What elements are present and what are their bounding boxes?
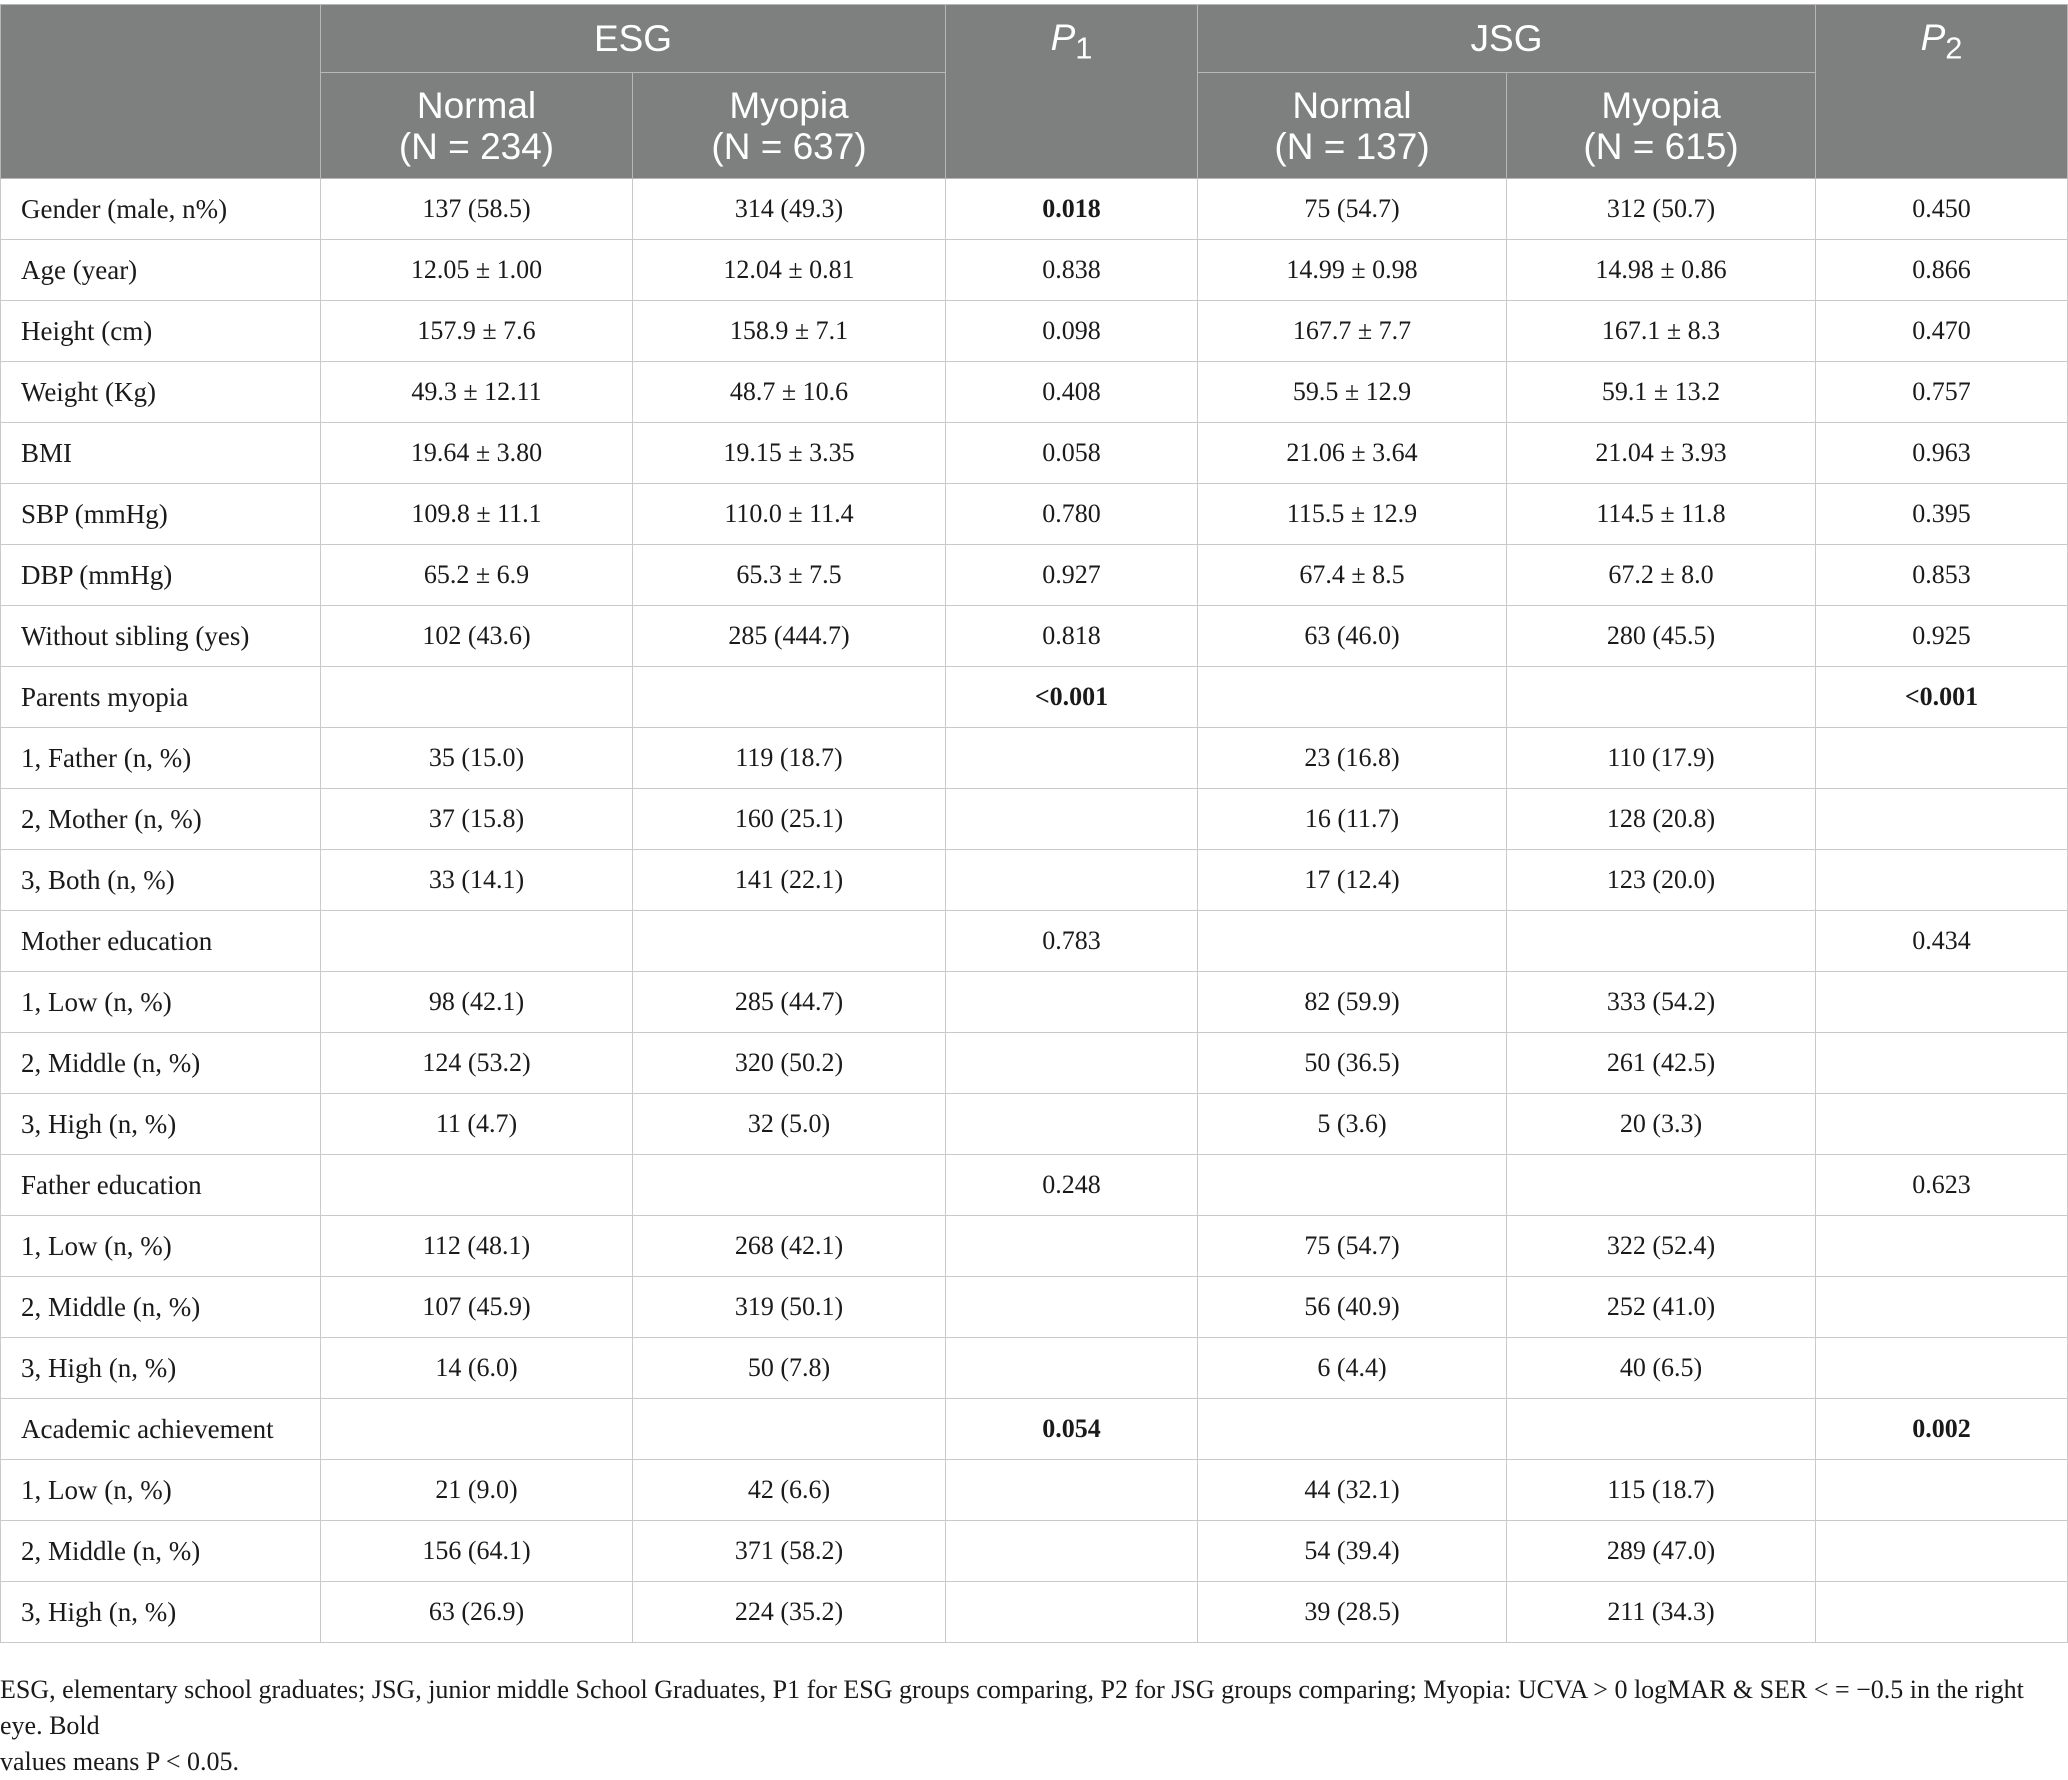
cell-p1: 0.783 — [946, 911, 1198, 972]
header-p2 — [1816, 5, 2068, 179]
cell-jsg-myopia: 40 (6.5) — [1507, 1338, 1816, 1399]
table-row — [1, 667, 2068, 728]
table-row — [1, 240, 2068, 301]
table-row — [1, 1399, 2068, 1460]
cell-esg-normal — [321, 1155, 633, 1216]
cell-p2: 0.470 — [1816, 301, 2068, 362]
cell-p2 — [1816, 1460, 2068, 1521]
cell-esg-normal: 109.8 ± 11.1 — [321, 484, 633, 545]
table-row — [1, 1582, 2068, 1643]
cell-p2: 0.963 — [1816, 423, 2068, 484]
table-row — [1, 1460, 2068, 1521]
cell-p1 — [946, 1277, 1198, 1338]
header-p2-sub: 2 — [1945, 30, 1963, 66]
header-p1-letter: P — [1050, 17, 1076, 58]
cell-esg-normal: 12.05 ± 1.00 — [321, 240, 633, 301]
cell-esg-myopia — [633, 667, 946, 728]
cell-p1: 0.818 — [946, 606, 1198, 667]
table-body — [1, 179, 2068, 1643]
cell-jsg-myopia: 322 (52.4) — [1507, 1216, 1816, 1277]
row-label: Without sibling (yes) — [1, 606, 321, 667]
cell-p1 — [946, 1460, 1198, 1521]
cell-p2: 0.866 — [1816, 240, 2068, 301]
row-label: DBP (mmHg) — [1, 545, 321, 606]
table-footnote — [0, 1672, 2060, 1780]
cell-jsg-normal: 5 (3.6) — [1198, 1094, 1507, 1155]
cell-esg-normal: 19.64 ± 3.80 — [321, 423, 633, 484]
row-label: Gender (male, n%) — [1, 179, 321, 240]
cell-esg-normal: 157.9 ± 7.6 — [321, 301, 633, 362]
cell-jsg-myopia: 128 (20.8) — [1507, 789, 1816, 850]
cell-p2: 0.450 — [1816, 179, 2068, 240]
cell-jsg-myopia: 115 (18.7) — [1507, 1460, 1816, 1521]
cell-esg-normal: 112 (48.1) — [321, 1216, 633, 1277]
table-row — [1, 545, 2068, 606]
cell-jsg-myopia: 289 (47.0) — [1507, 1521, 1816, 1582]
baseline-characteristics-table — [0, 4, 2068, 1643]
cell-jsg-myopia: 280 (45.5) — [1507, 606, 1816, 667]
header-esg-normal-n: (N = 234) — [398, 125, 555, 167]
cell-jsg-normal: 14.99 ± 0.98 — [1198, 240, 1507, 301]
cell-p2 — [1816, 728, 2068, 789]
row-label: 2, Middle (n, %) — [1, 1521, 321, 1582]
row-label: Mother education — [1, 911, 321, 972]
cell-esg-myopia — [633, 1399, 946, 1460]
cell-p1: 0.408 — [946, 362, 1198, 423]
row-label: 3, High (n, %) — [1, 1338, 321, 1399]
row-label: 1, Low (n, %) — [1, 972, 321, 1033]
cell-esg-myopia: 141 (22.1) — [633, 850, 946, 911]
row-label: 3, High (n, %) — [1, 1582, 321, 1643]
cell-jsg-normal: 17 (12.4) — [1198, 850, 1507, 911]
cell-p2 — [1816, 1521, 2068, 1582]
cell-esg-myopia: 119 (18.7) — [633, 728, 946, 789]
cell-esg-myopia: 319 (50.1) — [633, 1277, 946, 1338]
row-label: Height (cm) — [1, 301, 321, 362]
table-row — [1, 606, 2068, 667]
cell-jsg-myopia: 21.04 ± 3.93 — [1507, 423, 1816, 484]
cell-jsg-normal — [1198, 911, 1507, 972]
cell-p2: <0.001 — [1816, 667, 2068, 728]
cell-esg-normal: 21 (9.0) — [321, 1460, 633, 1521]
cell-p2: 0.623 — [1816, 1155, 2068, 1216]
cell-esg-normal: 65.2 ± 6.9 — [321, 545, 633, 606]
cell-esg-normal: 11 (4.7) — [321, 1094, 633, 1155]
table-row — [1, 850, 2068, 911]
cell-p1: 0.248 — [946, 1155, 1198, 1216]
row-label: 2, Middle (n, %) — [1, 1033, 321, 1094]
cell-p1 — [946, 1033, 1198, 1094]
cell-p1 — [946, 850, 1198, 911]
cell-esg-normal: 14 (6.0) — [321, 1338, 633, 1399]
table-container — [0, 4, 2067, 1643]
cell-jsg-normal: 167.7 ± 7.7 — [1198, 301, 1507, 362]
table-row — [1, 179, 2068, 240]
header-p1-sub: 1 — [1075, 30, 1093, 66]
row-label: 1, Low (n, %) — [1, 1216, 321, 1277]
cell-jsg-normal: 44 (32.1) — [1198, 1460, 1507, 1521]
cell-p2 — [1816, 789, 2068, 850]
cell-jsg-normal: 82 (59.9) — [1198, 972, 1507, 1033]
cell-p2: 0.925 — [1816, 606, 2068, 667]
cell-esg-myopia: 32 (5.0) — [633, 1094, 946, 1155]
cell-esg-myopia: 12.04 ± 0.81 — [633, 240, 946, 301]
row-label: 3, High (n, %) — [1, 1094, 321, 1155]
header-jsg-myopia — [1507, 73, 1816, 179]
cell-p2 — [1816, 1277, 2068, 1338]
cell-p2 — [1816, 850, 2068, 911]
cell-esg-normal: 35 (15.0) — [321, 728, 633, 789]
table-row — [1, 1155, 2068, 1216]
table-row — [1, 972, 2068, 1033]
cell-esg-myopia: 314 (49.3) — [633, 179, 946, 240]
cell-p1: 0.838 — [946, 240, 1198, 301]
cell-esg-normal — [321, 911, 633, 972]
cell-p2 — [1816, 1216, 2068, 1277]
cell-esg-myopia: 268 (42.1) — [633, 1216, 946, 1277]
table-row — [1, 728, 2068, 789]
cell-p1 — [946, 1582, 1198, 1643]
footnote-line-1: ESG, elementary school graduates; JSG, junior middle School Graduates, P1 for ESG groups comparing, P2 for JSG groups comparing; Myopia: UCVA > 0 logMAR & SER < = −0.5 in the right eye. Bold — [0, 1675, 2024, 1740]
header-esg-normal — [321, 73, 633, 179]
cell-p2 — [1816, 1033, 2068, 1094]
cell-jsg-myopia — [1507, 911, 1816, 972]
row-label: 2, Middle (n, %) — [1, 1277, 321, 1338]
cell-p2 — [1816, 1094, 2068, 1155]
cell-esg-myopia — [633, 911, 946, 972]
cell-jsg-normal: 75 (54.7) — [1198, 1216, 1507, 1277]
table-row — [1, 1094, 2068, 1155]
header-esg: ESG — [321, 5, 946, 73]
cell-p1: 0.058 — [946, 423, 1198, 484]
row-label: Father education — [1, 1155, 321, 1216]
cell-esg-myopia: 65.3 ± 7.5 — [633, 545, 946, 606]
cell-jsg-normal: 23 (16.8) — [1198, 728, 1507, 789]
table-row — [1, 1521, 2068, 1582]
cell-esg-normal: 124 (53.2) — [321, 1033, 633, 1094]
row-label: 3, Both (n, %) — [1, 850, 321, 911]
cell-esg-normal: 33 (14.1) — [321, 850, 633, 911]
cell-p2 — [1816, 1338, 2068, 1399]
row-label: Weight (Kg) — [1, 362, 321, 423]
table-row — [1, 911, 2068, 972]
header-jsg-normal-n: (N = 137) — [1274, 125, 1430, 167]
header-jsg-myopia-label: Myopia — [1601, 84, 1721, 126]
cell-esg-normal: 37 (15.8) — [321, 789, 633, 850]
cell-jsg-normal — [1198, 1155, 1507, 1216]
table-header — [1, 5, 2068, 179]
header-blank-cell — [1, 5, 321, 179]
cell-esg-normal: 102 (43.6) — [321, 606, 633, 667]
cell-p1: 0.780 — [946, 484, 1198, 545]
cell-esg-myopia: 160 (25.1) — [633, 789, 946, 850]
cell-esg-myopia: 42 (6.6) — [633, 1460, 946, 1521]
table-row — [1, 362, 2068, 423]
cell-esg-normal: 137 (58.5) — [321, 179, 633, 240]
cell-esg-normal: 156 (64.1) — [321, 1521, 633, 1582]
cell-esg-myopia: 19.15 ± 3.35 — [633, 423, 946, 484]
cell-p2: 0.853 — [1816, 545, 2068, 606]
row-label: Age (year) — [1, 240, 321, 301]
cell-esg-normal: 63 (26.9) — [321, 1582, 633, 1643]
cell-p2 — [1816, 972, 2068, 1033]
cell-esg-myopia: 224 (35.2) — [633, 1582, 946, 1643]
table-row — [1, 423, 2068, 484]
cell-jsg-myopia — [1507, 1155, 1816, 1216]
row-label: 1, Low (n, %) — [1, 1460, 321, 1521]
cell-p2 — [1816, 1582, 2068, 1643]
cell-esg-normal — [321, 667, 633, 728]
cell-p1 — [946, 1094, 1198, 1155]
cell-jsg-normal: 63 (46.0) — [1198, 606, 1507, 667]
cell-p1: 0.927 — [946, 545, 1198, 606]
row-label: Parents myopia — [1, 667, 321, 728]
cell-jsg-normal: 16 (11.7) — [1198, 789, 1507, 850]
cell-jsg-myopia: 312 (50.7) — [1507, 179, 1816, 240]
cell-p2: 0.434 — [1816, 911, 2068, 972]
table-row — [1, 301, 2068, 362]
cell-esg-normal: 98 (42.1) — [321, 972, 633, 1033]
cell-p1: 0.098 — [946, 301, 1198, 362]
cell-jsg-normal: 59.5 ± 12.9 — [1198, 362, 1507, 423]
cell-p1 — [946, 789, 1198, 850]
table-row — [1, 1216, 2068, 1277]
header-esg-myopia — [633, 73, 946, 179]
header-jsg: JSG — [1198, 5, 1816, 73]
cell-jsg-myopia: 123 (20.0) — [1507, 850, 1816, 911]
cell-jsg-normal — [1198, 1399, 1507, 1460]
header-p2-letter: P — [1920, 17, 1946, 58]
cell-jsg-myopia: 261 (42.5) — [1507, 1033, 1816, 1094]
cell-p1: 0.054 — [946, 1399, 1198, 1460]
header-jsg-normal-label: Normal — [1292, 84, 1412, 126]
cell-esg-normal: 107 (45.9) — [321, 1277, 633, 1338]
cell-esg-myopia: 110.0 ± 11.4 — [633, 484, 946, 545]
cell-jsg-normal: 21.06 ± 3.64 — [1198, 423, 1507, 484]
table-row — [1, 1338, 2068, 1399]
cell-p1: 0.018 — [946, 179, 1198, 240]
cell-p1 — [946, 728, 1198, 789]
row-label: 1, Father (n, %) — [1, 728, 321, 789]
cell-p1 — [946, 972, 1198, 1033]
cell-esg-myopia: 285 (444.7) — [633, 606, 946, 667]
row-label: BMI — [1, 423, 321, 484]
cell-jsg-normal: 115.5 ± 12.9 — [1198, 484, 1507, 545]
table-row — [1, 789, 2068, 850]
table-row — [1, 1033, 2068, 1094]
cell-esg-myopia — [633, 1155, 946, 1216]
cell-jsg-myopia: 333 (54.2) — [1507, 972, 1816, 1033]
cell-jsg-normal: 39 (28.5) — [1198, 1582, 1507, 1643]
cell-esg-myopia: 285 (44.7) — [633, 972, 946, 1033]
cell-esg-myopia: 371 (58.2) — [633, 1521, 946, 1582]
cell-p1 — [946, 1216, 1198, 1277]
row-label: SBP (mmHg) — [1, 484, 321, 545]
cell-esg-normal — [321, 1399, 633, 1460]
cell-jsg-myopia: 211 (34.3) — [1507, 1582, 1816, 1643]
cell-p1 — [946, 1521, 1198, 1582]
cell-jsg-normal: 56 (40.9) — [1198, 1277, 1507, 1338]
cell-esg-myopia: 320 (50.2) — [633, 1033, 946, 1094]
header-p1 — [946, 5, 1198, 179]
cell-esg-myopia: 158.9 ± 7.1 — [633, 301, 946, 362]
footnote-line-2: values means P < 0.05. — [0, 1747, 240, 1776]
cell-jsg-myopia — [1507, 667, 1816, 728]
row-label: 2, Mother (n, %) — [1, 789, 321, 850]
cell-jsg-normal: 6 (4.4) — [1198, 1338, 1507, 1399]
cell-esg-myopia: 48.7 ± 10.6 — [633, 362, 946, 423]
cell-p2: 0.395 — [1816, 484, 2068, 545]
cell-jsg-normal: 54 (39.4) — [1198, 1521, 1507, 1582]
cell-jsg-myopia: 14.98 ± 0.86 — [1507, 240, 1816, 301]
cell-jsg-normal — [1198, 667, 1507, 728]
table-row — [1, 484, 2068, 545]
table-row — [1, 1277, 2068, 1338]
header-esg-myopia-label: Myopia — [729, 84, 849, 126]
cell-esg-myopia: 50 (7.8) — [633, 1338, 946, 1399]
cell-p2: 0.757 — [1816, 362, 2068, 423]
cell-jsg-normal: 75 (54.7) — [1198, 179, 1507, 240]
cell-jsg-myopia: 110 (17.9) — [1507, 728, 1816, 789]
cell-jsg-myopia — [1507, 1399, 1816, 1460]
header-jsg-myopia-n: (N = 615) — [1583, 125, 1739, 167]
cell-jsg-normal: 50 (36.5) — [1198, 1033, 1507, 1094]
header-esg-normal-label: Normal — [416, 84, 537, 126]
cell-p1: <0.001 — [946, 667, 1198, 728]
header-jsg-normal — [1198, 73, 1507, 179]
cell-jsg-normal: 67.4 ± 8.5 — [1198, 545, 1507, 606]
cell-p2: 0.002 — [1816, 1399, 2068, 1460]
cell-jsg-myopia: 167.1 ± 8.3 — [1507, 301, 1816, 362]
header-esg-myopia-n: (N = 637) — [711, 125, 867, 167]
cell-esg-normal: 49.3 ± 12.11 — [321, 362, 633, 423]
cell-jsg-myopia: 59.1 ± 13.2 — [1507, 362, 1816, 423]
cell-jsg-myopia: 252 (41.0) — [1507, 1277, 1816, 1338]
cell-jsg-myopia: 20 (3.3) — [1507, 1094, 1816, 1155]
cell-jsg-myopia: 114.5 ± 11.8 — [1507, 484, 1816, 545]
cell-jsg-myopia: 67.2 ± 8.0 — [1507, 545, 1816, 606]
cell-p1 — [946, 1338, 1198, 1399]
row-label: Academic achievement — [1, 1399, 321, 1460]
